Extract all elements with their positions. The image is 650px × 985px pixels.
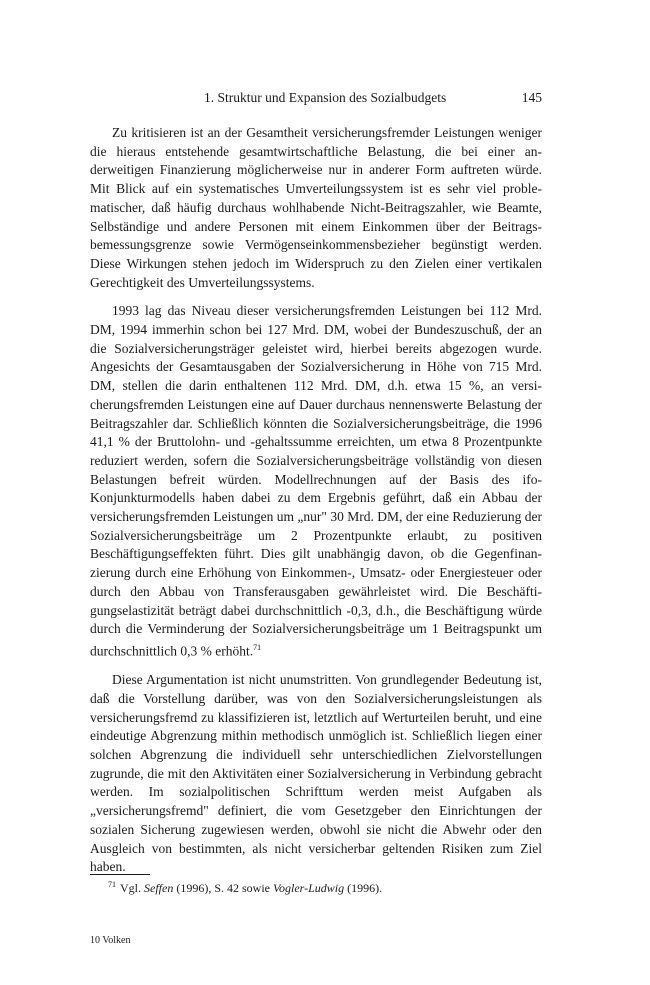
footnote-separator <box>90 874 150 875</box>
footnote-prefix: Vgl. <box>120 881 144 895</box>
footnote-middle: (1996), S. 42 sowie <box>173 881 273 895</box>
footnote <box>108 880 382 896</box>
running-title: 1. Struktur und Expansion des Sozialbudgets <box>204 90 447 105</box>
paragraph-2 <box>90 302 542 661</box>
paragraph-2-text: 1993 lag das Niveau dieser versicherungsfremden Leistungen bei 112 Mrd. DM, 1994 immerhin schon bei 127 Mrd. DM, wobei der Bundeszuschuß, der an die Sozialversicherungsträger geleistet wird, hierbei bereits abgezogen wurde. Angesichts der Gesamtausgaben der Sozialversicherung in Höhe von 715 Mrd. DM, stellen die darin enthaltenen 112 Mrd. DM, d.h. etwa 15 %, an versicherungsfremden Leistungen eine auf Dauer durchaus nennenswerte Belastung der Beitragszahler dar. Schließlich könnten die Sozialversicherungsbeiträge, die 1996 41,1 % der Bruttolohn- und -gehaltssumme erreichten, um etwa 8 Prozentpunkte reduziert werden, sofern die Sozialversicherungsbeiträge vollständig von diesen Belastungen befreit würden. Modellrechnungen auf der Basis des ifo-Konjunkturmodells haben dabei zu dem Ergebnis geführt, daß ein Abbau der versicherungsfremden Leistungen um „nur" 30 Mrd. DM, der eine Reduzierung der Sozialversicherungsbeiträge um 2 Prozentpunkte erlaubt, zu positiven Beschäftigungseffekten führt. Dies gilt unabhängig davon, ob die Gegenfinanzierung durch eine Erhöhung von Einkommen-, Umsatz- oder Energiesteuer oder durch den Abbau von Transferausgaben gewährleistet wird. Die Beschäftigungselastizität beträgt dabei durchschnittlich -0,3, d.h., die Beschäftigung würde durch die Verminderung der Sozialversicherungsbeiträge um 1 Beitragspunkt um durchschnittlich 0,3 % erhöht. <box>90 303 542 659</box>
paragraph-1: Zu kritisieren ist an der Gesamtheit versicherungsfremder Leistungen weniger die hieraus entstehende gesamtwirtschaftliche Belastung, die bei einer anderweitigen Finanzierung möglicherweise nur in anderer Form auftreten würde. Mit Blick auf ein systematisches Umverteilungssystem ist es sehr viel problematischer, daß häufig durchaus wohlhabende Nicht-Beitragszahler, wie Beamte, Selbständige und andere Personen mit einem Einkommen über der Beitragsbemessungsgrenze sowie Vermögenseinkommensbezieher begünstigt werden. Diese Wirkungen stehen jedoch im Widerspruch zu den Zielen einer vertikalen Gerechtigkeit des Umverteilungssystems. <box>90 125 542 290</box>
footnote-reference: 71 <box>253 642 262 652</box>
body-text <box>90 124 542 887</box>
page-footer: 10 Volken <box>90 935 131 946</box>
footnote-author-2: Vogler-Ludwig <box>273 881 345 895</box>
footnote-number: 71 <box>108 880 116 889</box>
paragraph-3: Diese Argumentation ist nicht unumstritten. Von grundlegender Bedeutung ist, daß die Vorstellung darüber, was von den Sozialversicherungsleistungen als versicherungsfremd zu klassifizieren ist, letztlich auf Werturteilen beruht, und eine eindeutige Abgrenzung mithin methodisch unmöglich ist. Schließlich liegen einer solchen Abgrenzung die individuell sehr unterschiedlichen Zielvorstellungen zugrunde, die mit den Aktivitäten einer Sozialversicherung in Verbindung gebracht werden. Im sozialpolitischen Schrifttum werden meist Aufgaben als „versicherungsfremd" definiert, die vom Gesetzgeber den Einrichtungen der sozialen Sicherung zugewiesen werden, obwohl sie nicht die Abwehr oder den Ausgleich von bestimmten, als nicht versicherbar geltenden Risiken zum Ziel haben. <box>90 672 542 875</box>
footnote-author-1: Seffen <box>144 881 174 895</box>
footnote-suffix: (1996). <box>344 881 383 895</box>
page-number: 145 <box>521 90 542 105</box>
